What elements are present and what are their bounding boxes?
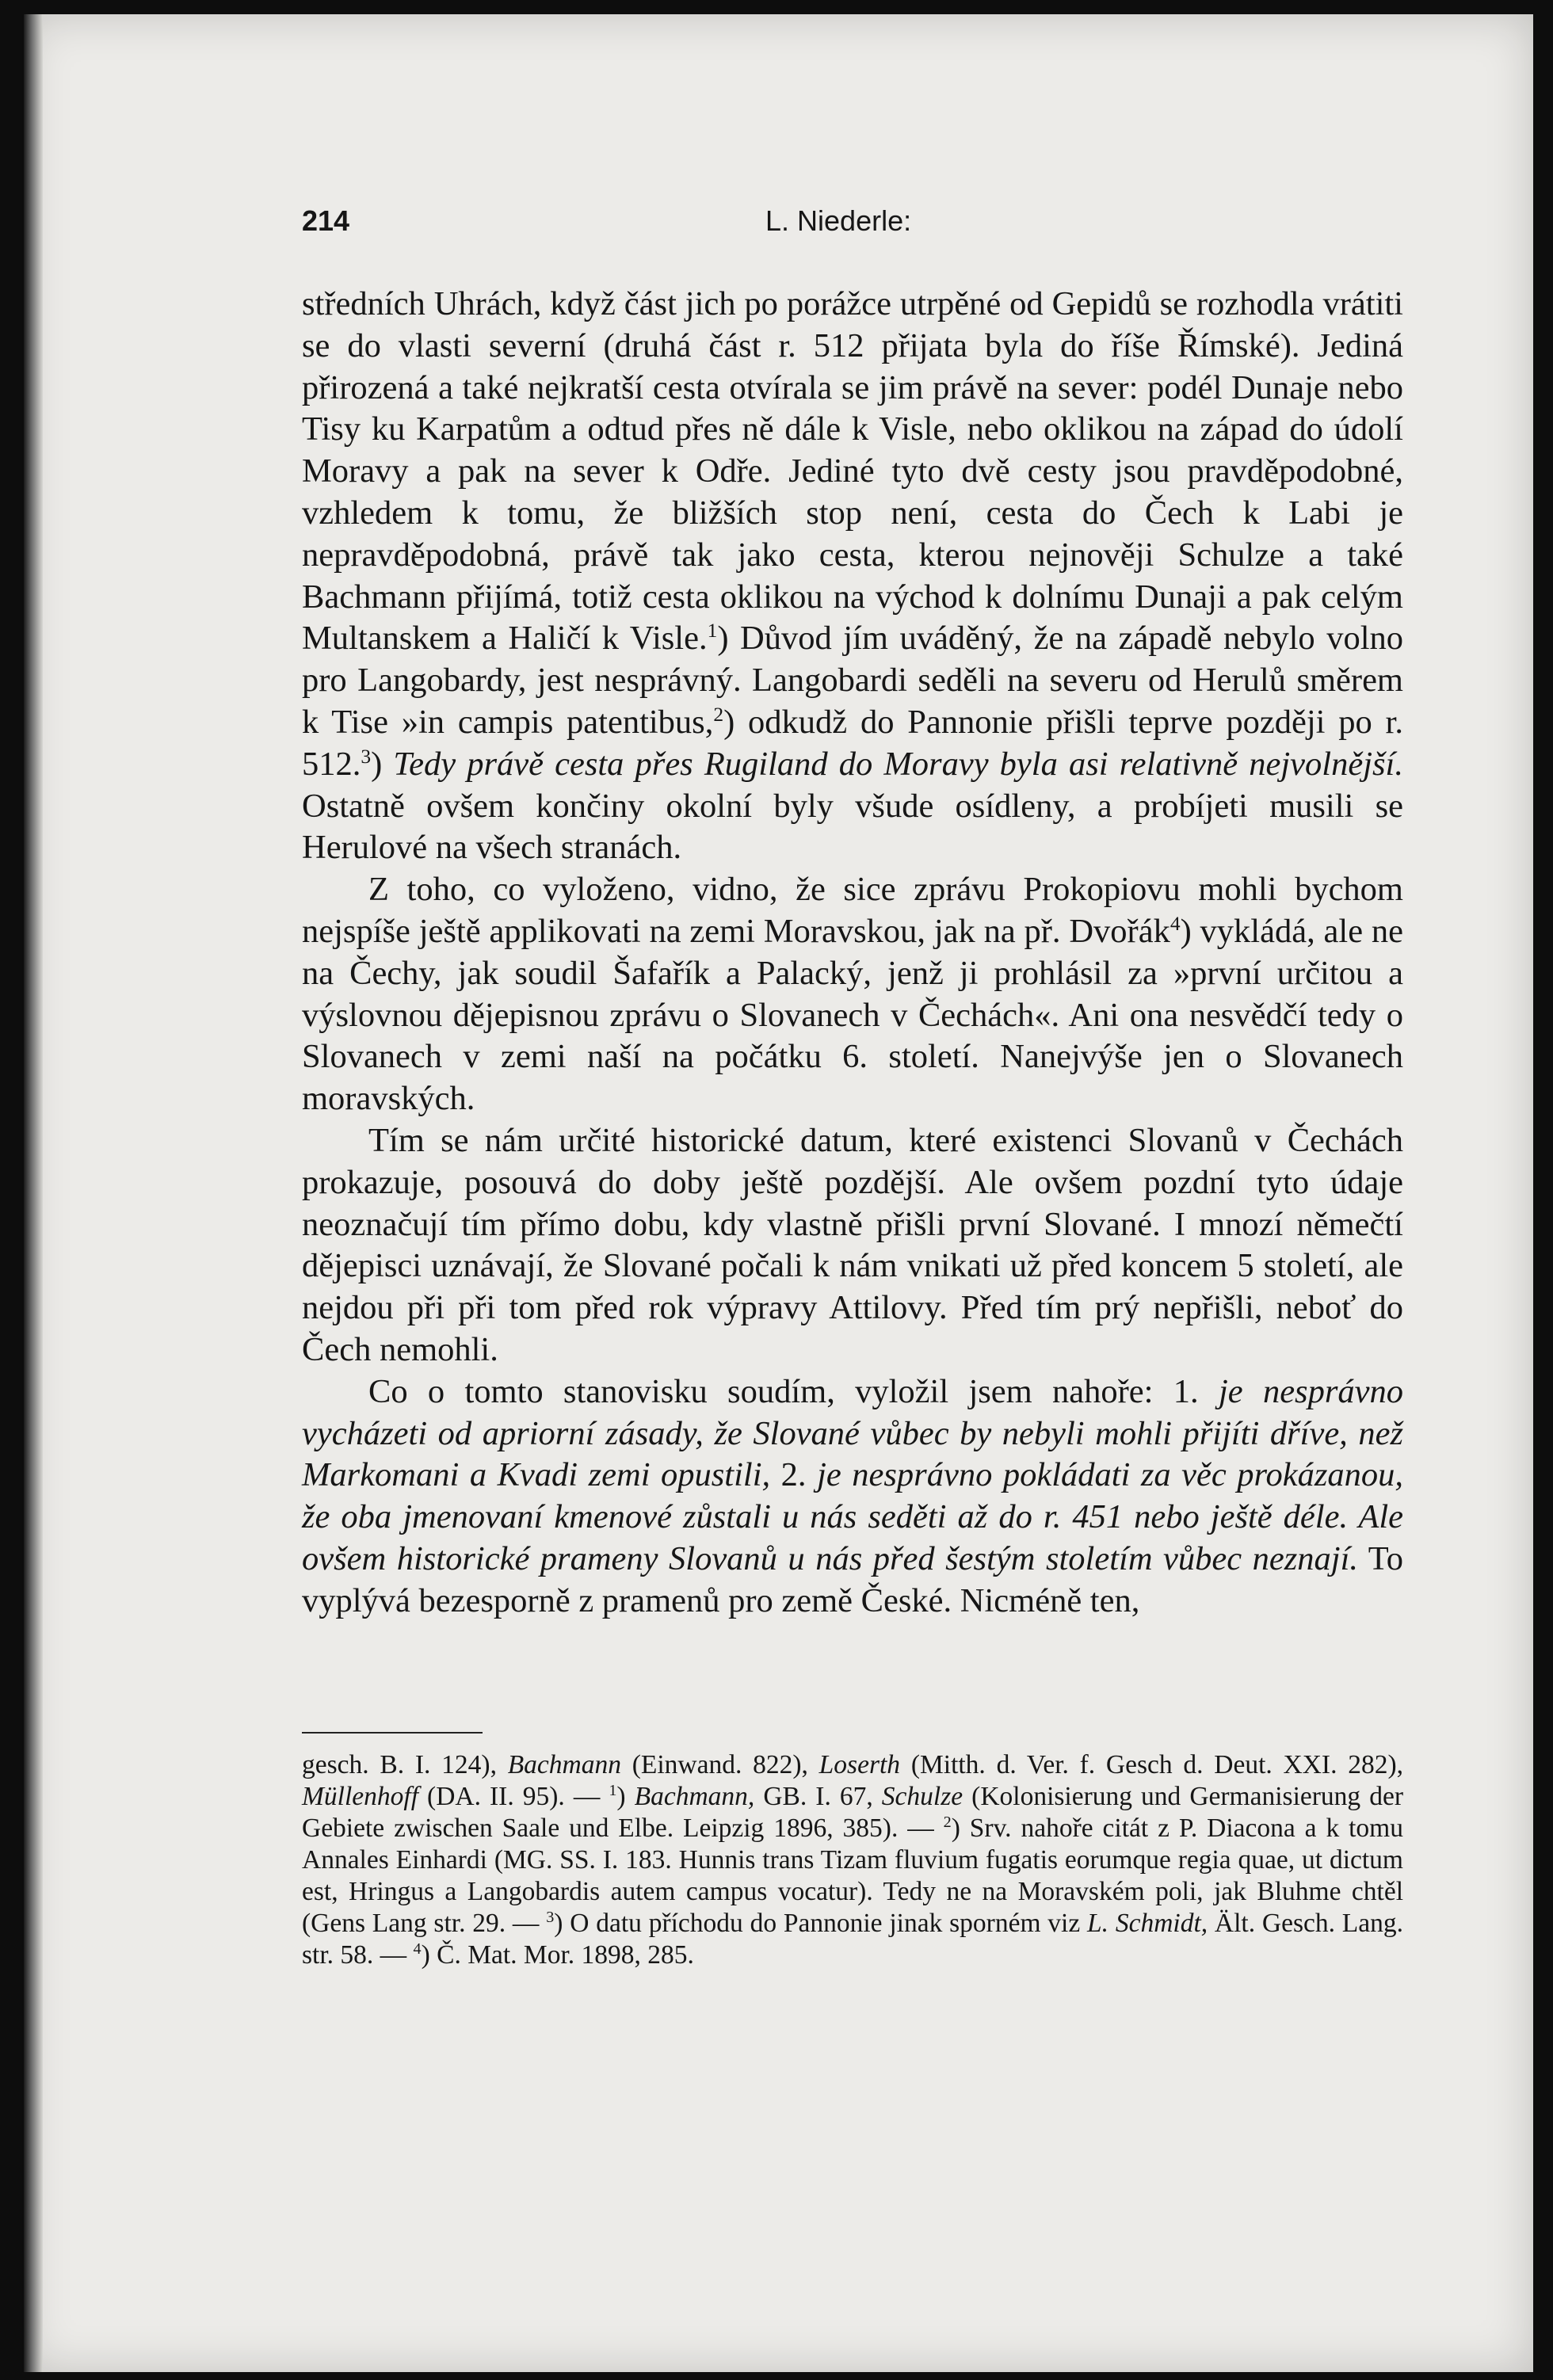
text-run: )	[616, 1782, 635, 1811]
italic-run: Bachmann,	[634, 1782, 755, 1811]
italic-run: Tedy právě cesta přes Rugiland do Moravy byla asi relativně nejvolnější.	[393, 745, 1403, 783]
italic-run: L. Schmidt,	[1087, 1909, 1208, 1938]
footnote-ref: 4	[1170, 911, 1181, 935]
text-run: ) Srv. nahoře citát z P. Diacona a k tomu Annales Einhardi (MG. SS. I. 183. Hunnis trans Tizam fluvium fugatis eorumque regia quae, ut dictum est, Hringus a Langobardis autem campus vocatur). Tedy ne na Moravském poli, jak Bluhme chtěl (Gens Lang str. 29. —	[302, 1814, 1403, 1938]
main-text	[302, 284, 1403, 1623]
text-run: )	[371, 745, 394, 783]
running-head: L. Niederle:	[765, 204, 912, 237]
footnote-text	[302, 1749, 1403, 1971]
text-run: ) Č. Mat. Mor. 1898, 285.	[421, 1940, 694, 1970]
italic-run: je nesprávno pokládati za věc prokázanou, že oba jmenovaní kmenové zůstali u nás seděti až do r. 451 nebo ještě déle. Ale ovšem historické prameny Slovanů u nás před šestým stoletím vůbec neznají.	[302, 1456, 1404, 1577]
text-run: (Kolonisierung und Germanisierung der Gebiete zwischen Saale und Elbe. Leipzig 1896, 385). —	[302, 1782, 1403, 1843]
footnote-ref: 1	[707, 619, 718, 643]
text-run: (Mitth. d. Ver. f. Gesch d. Deut. XXI. 282),	[900, 1750, 1403, 1779]
footnote-ref: 3	[361, 744, 372, 768]
text-run: To vyplývá bezesporně z pramenů pro země České. Nicméně ten,	[302, 1539, 1403, 1619]
italic-run: Schulze	[881, 1782, 963, 1811]
italic-run: Loserth	[818, 1750, 901, 1779]
italic-run: Bachmann	[507, 1750, 621, 1779]
footnote-number: 2	[943, 1813, 952, 1831]
page-spine-shadow	[24, 14, 43, 2372]
text-run: gesch. B. I. 124),	[302, 1750, 508, 1779]
text-run: (Einwand. 822),	[621, 1750, 819, 1779]
text-run: Co o tomto stanovisku soudím, vyložil jsem nahoře: 1.	[368, 1372, 1219, 1410]
paragraph-4	[302, 1371, 1403, 1623]
page-header	[302, 204, 1403, 252]
paragraph-1	[302, 284, 1403, 869]
text-run: ) Důvod jím uváděný, že na západě nebylo volno pro Langobardy, jest nesprávný. Langobardi seděli na severu od Herulů směrem k Tise »in campis patentibus,	[302, 620, 1403, 741]
text-run: 2.	[770, 1456, 818, 1494]
paragraph-2	[302, 869, 1403, 1120]
italic-run: Müllenhoff	[302, 1782, 419, 1811]
text-run: ) O datu příchodu do Pannonie jinak sporném viz	[554, 1909, 1088, 1938]
italic-run: je nesprávno vycházeti od apriorní zásady, že Slované vůbec by nebyli mohli přijíti dříve, než Markomani a Kvadi zemi opustili,	[302, 1372, 1403, 1494]
text-run: ) vykládá, ale ne na Čechy, jak soudil Šafařík a Palacký, jenž ji prohlásil za »první určitou a výslovnou dějepisnou zprávu o Slovanech v Čechách«. Ani ona nesvědčí tedy o Slovanech v zemi naší na počátku 6. století. Nanejvýše jen o Slovanech moravských.	[302, 912, 1403, 1118]
page-number: 214	[302, 204, 350, 237]
footnote-divider	[302, 1732, 483, 1734]
text-run: Z toho, co vyloženo, vidno, že sice zprávu Prokopiovu mohli bychom nejspíše ještě applikovati na zemi Moravskou, jak na př. Dvořák	[302, 871, 1403, 950]
footnote-number: 4	[413, 1939, 422, 1958]
footnote-number: 1	[609, 1781, 617, 1799]
text-run: ) odkudž do Pannonie přišli teprve později po r. 512.	[302, 703, 1403, 783]
text-run: Ostatně ovšem končiny okolní byly všude osídleny, a probíjeti musili se Herulové na všech stranách.	[302, 787, 1403, 867]
footnote-ref: 2	[713, 702, 724, 726]
paragraph-3: Tím se nám určité historické datum, které existenci Slovanů v Čechách prokazuje, posouvá do doby ještě pozdější. Ale ovšem pozdní tyto údaje neoznačují tím přímo dobu, kdy vlastně přišli první Slované. I mnozí němečtí dějepisci uznávají, že Slované počali k nám vnikati už před koncem 5 století, ale nejdou při při tom před rok výpravy Attilovy. Před tím prý nepřišli, neboť do Čech nemohli.	[302, 1121, 1403, 1368]
text-run: (DA. II. 95). —	[418, 1782, 609, 1811]
footnotes	[302, 1749, 1403, 1971]
text-run: GB. I. 67,	[754, 1782, 882, 1811]
text-run: středních Uhrách, když část jich po porážce utrpěné od Gepidů se rozhodla vrátiti se do vlasti severní (druhá část r. 512 přijata byla do říše Římské). Jediná přirozená a také nejkratší cesta otvírala se jim právě na sever: podél Dunaje nebo Tisy ku Karpatům a odtud přes ně dále k Visle, nebo oklikou na západ do údolí Moravy a pak na sever k Odře. Jediné tyto dvě cesty jsou pravděpodobné, vzhledem k tomu, že bližších stop není, cesta do Čech k Labi je nepravděpodobná, právě tak jako cesta, kterou nejnověji Schulze a také Bachmann přijímá, totiž cesta oklikou na východ k dolnímu Dunaji a pak celým Multanskem a Haličí k Visle.	[302, 285, 1403, 658]
text-run: Ält. Gesch. Lang. str. 58. —	[302, 1909, 1403, 1970]
footnote-number: 3	[546, 1908, 555, 1926]
